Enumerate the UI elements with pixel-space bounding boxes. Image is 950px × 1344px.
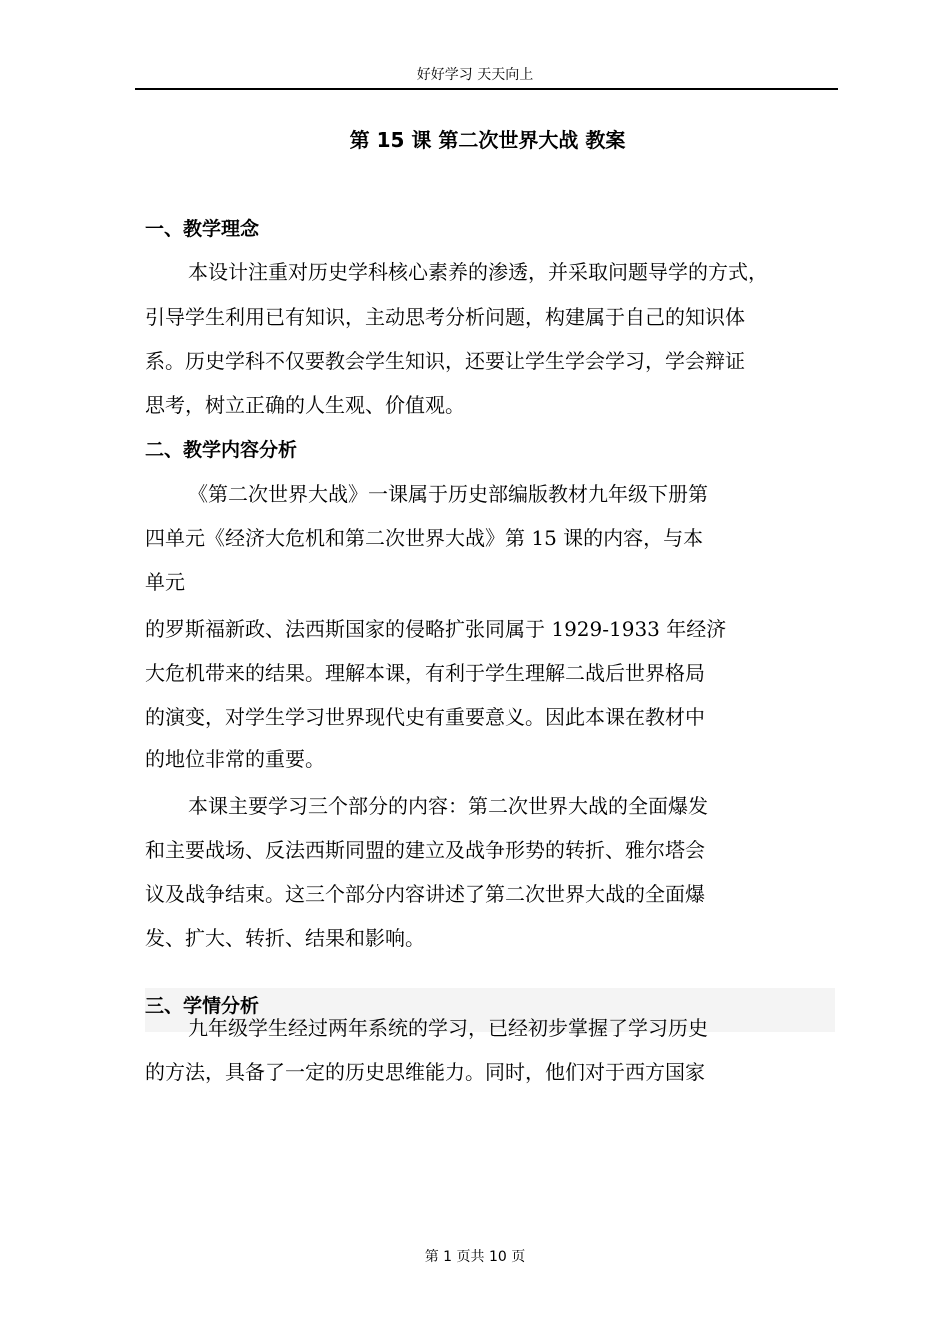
- paragraph-line: 的地位非常的重要。: [145, 747, 325, 771]
- paragraph-line: 思考，树立正确的人生观、价值观。: [145, 393, 465, 417]
- paragraph-line: 引导学生利用已有知识，主动思考分析问题，构建属于自己的知识体: [145, 305, 745, 329]
- paragraph-line: 的演变，对学生学习世界现代史有重要意义。因此本课在教材中: [145, 705, 705, 729]
- paragraph-line: 的罗斯福新政、法西斯国家的侵略扩张同属于 1929-1933 年经济: [145, 617, 727, 641]
- section-heading-student-analysis: 三、学情分析: [145, 995, 260, 1017]
- section-heading-content-analysis: 二、教学内容分析: [145, 439, 298, 461]
- section-heading-teaching-philosophy: 一、教学理念: [145, 218, 260, 240]
- paragraph-line: 四单元《经济大危机和第二次世界大战》第 15 课的内容，与本: [145, 526, 704, 550]
- paragraph-line: 九年级学生经过两年系统的学习，已经初步掌握了学习历史: [188, 1016, 708, 1040]
- page-header-text: 好好学习 天天向上: [416, 67, 534, 83]
- paragraph-line: 单元: [145, 570, 185, 594]
- paragraph-line: 和主要战场、反法西斯同盟的建立及战争形势的转折、雅尔塔会: [145, 838, 705, 862]
- paragraph-line: 大危机带来的结果。理解本课，有利于学生理解二战后世界格局: [145, 661, 705, 685]
- paragraph-line: 发、扩大、转折、结果和影响。: [145, 926, 425, 950]
- paragraph-line: 议及战争结束。这三个部分内容讲述了第二次世界大战的全面爆: [145, 882, 705, 906]
- paragraph-line: 系。历史学科不仅要教会学生知识，还要让学生学会学习，学会辩证: [145, 349, 745, 373]
- paragraph-line: 《第二次世界大战》一课属于历史部编版教材九年级下册第: [188, 482, 708, 506]
- paragraph-line: 的方法，具备了一定的历史思维能力。同时，他们对于西方国家: [145, 1060, 705, 1084]
- page-footer-page-number: 第 1 页共 10 页: [424, 1249, 526, 1265]
- document-title: 第 15 课 第二次世界大战 教案: [349, 128, 626, 152]
- header-divider: [135, 88, 838, 90]
- paragraph-line: 本课主要学习三个部分的内容：第二次世界大战的全面爆发: [188, 794, 708, 818]
- paragraph-line: 本设计注重对历史学科核心素养的渗透，并采取问题导学的方式，: [188, 260, 768, 284]
